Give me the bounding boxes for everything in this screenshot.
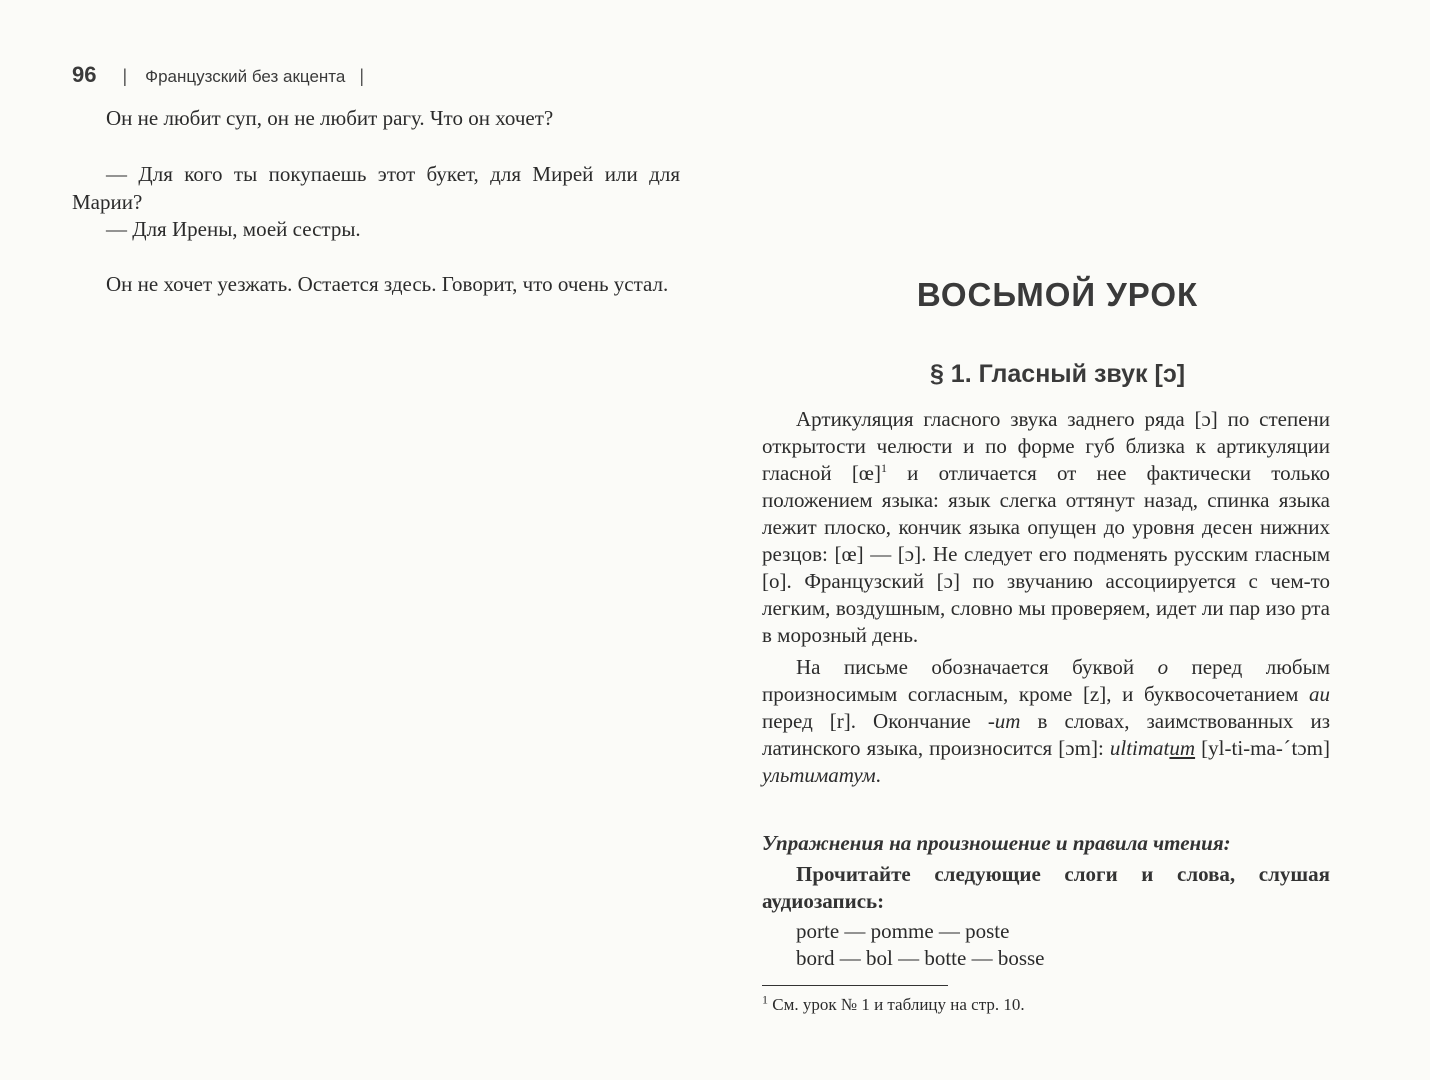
exercise-heading: Упражнения на произношение и правила чтения: — [762, 831, 1231, 855]
footnote-rule — [762, 985, 948, 986]
lesson-title: ВОСЬМОЙ УРОК — [916, 276, 1199, 313]
left-dialogue-line-2: — Для Ирены, моей сестры. — [106, 217, 361, 241]
exercise-task: Прочитайте следующие слоги и слова, слушая аудиозапись: — [762, 862, 1330, 913]
footnote-ref: 1 — [880, 461, 887, 475]
word-line-2: bord — bol — botte — bosse — [796, 946, 1045, 970]
page-number: 96 — [72, 62, 97, 87]
running-title: Французский без акцента — [145, 67, 346, 86]
left-paragraph-2: Он не хочет уезжать. Остается здесь. Говорит, что очень устал. — [106, 272, 669, 296]
left-paragraph-1: Он не любит суп, он не любит рагу. Что он хочет? — [106, 106, 554, 130]
running-head-separator-left: | — [122, 66, 128, 86]
word-line-1: porte — pomme — poste — [796, 919, 1010, 943]
right-page — [715, 0, 1430, 1080]
articulation-paragraph: Артикуляция гласного звука заднего ряда [ɔ] по степени открытости челюсти и по форме губ близка к артикуляции гласной [œ]$^1$ и отличается от нее фактически только положением языка: язык слегка оттянут назад, спинка языка лежит плоско, кончик языка опущен до уровня десен нижних резцов: [œ] — [ɔ]. Не следует его подменять русским гласным [o]. Французский [ɔ] по звучанию ассоциируется с чем-то легким, воздушным, словно мы проверяем, идет ли пар изо рта в морозный день. — [762, 407, 1331, 647]
spelling-paragraph: На письме обозначается буквой o перед любым произносимым согласным, кроме [z], и буквосочетанием au перед [r]. Окончание -um в словах, заимствованных из латинского языка, произносится [ɔm]: ultimatum [yl-ti-ma-ˊtɔm] ультиматум. — [762, 655, 1331, 787]
running-head-separator-right: | — [359, 66, 365, 86]
footnote: $^1$ См. урок № 1 и таблицу на стр. 10. — [762, 992, 1025, 1014]
left-dialogue-line-1: — Для кого ты покупаешь этот букет, для Мирей или для Марии? — [72, 162, 680, 214]
section-title: § 1. Гласный звук [ɔ] — [929, 360, 1186, 388]
running-head — [72, 62, 364, 88]
